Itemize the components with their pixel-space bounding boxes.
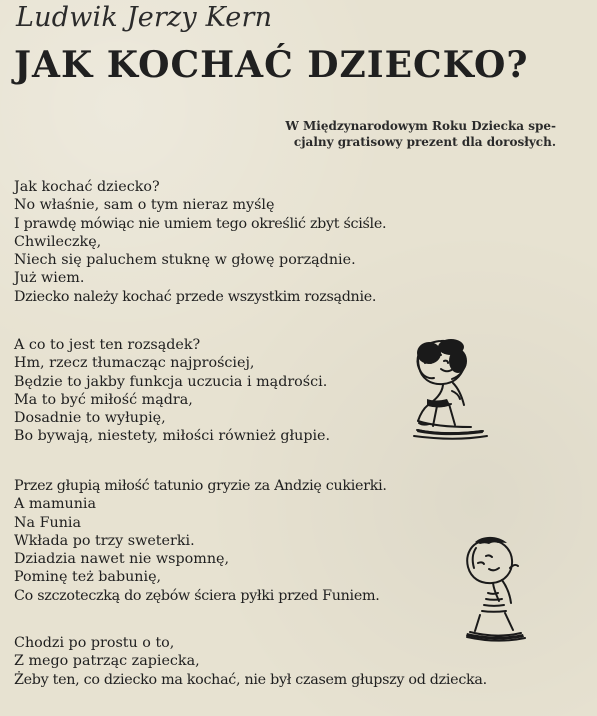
cartoon-girl-sitting-icon bbox=[405, 333, 497, 447]
poem-line: Wkłada po trzy sweterki. bbox=[14, 532, 195, 549]
poem-line: Z mego patrząc zapiecka, bbox=[14, 653, 200, 670]
poem-line: Dziadzia nawet nie wspomnę, bbox=[14, 551, 230, 568]
poem-line: Już wiem. bbox=[14, 270, 85, 287]
poem-line: Chodzi po prostu o to, bbox=[14, 635, 175, 651]
poem-line: Chwileczkę, bbox=[14, 233, 102, 250]
poem-line: Pominę też babunię, bbox=[14, 569, 162, 586]
poem-line: Niech się paluchem stuknę w głowę porządnie. bbox=[14, 252, 356, 269]
poem-line: Będzie to jakby funkcja uczucia i mądrości. bbox=[14, 373, 328, 390]
poem-line: Hm, rzecz tłumacząc najprościej, bbox=[14, 355, 255, 372]
poem-line: Bo bywają, niestety, miłości również głupie. bbox=[14, 428, 331, 445]
poem-line: A co to jest ten rozsądek? bbox=[14, 337, 201, 353]
poem-line: A mamunia bbox=[14, 496, 97, 513]
stanza-1 bbox=[14, 178, 594, 306]
poem-line: Na Funia bbox=[14, 514, 82, 531]
poem-line: Ma to być miłość mądra, bbox=[14, 391, 193, 408]
poem-line: No właśnie, sam o tym nieraz myślę bbox=[14, 197, 275, 214]
poem-line: Dosadnie to wyłupię, bbox=[14, 410, 166, 427]
stanza-2 bbox=[14, 336, 594, 446]
poem-line: Dziecko należy kochać przede wszystkim rozsądnie. bbox=[14, 288, 377, 305]
poem-line: Jak kochać dziecko? bbox=[14, 179, 160, 195]
cartoon-boy-sitting-icon bbox=[455, 533, 533, 645]
dedication bbox=[241, 118, 556, 150]
dedication-line: W Międzynarodowym Roku Dziecka spe- bbox=[285, 119, 556, 133]
poem-line: Żeby ten, co dziecko ma kochać, nie był czasem głupszy od dziecka. bbox=[14, 671, 487, 688]
page-title: JAK KOCHAĆ DZIECKO? bbox=[14, 44, 529, 86]
author-name: Ludwik Jerzy Kern bbox=[16, 2, 273, 33]
poem-line: Przez głupią miłość tatunio gryzie za Andzię cukierki. bbox=[14, 478, 387, 494]
dedication-line: cjalny gratisowy prezent dla dorosłych. bbox=[293, 135, 556, 149]
poem-line: Co szczoteczką do zębów ściera pyłki przed Funiem. bbox=[14, 587, 380, 604]
poem-line: I prawdę mówiąc nie umiem tego określić zbyt ściśle. bbox=[14, 215, 387, 232]
